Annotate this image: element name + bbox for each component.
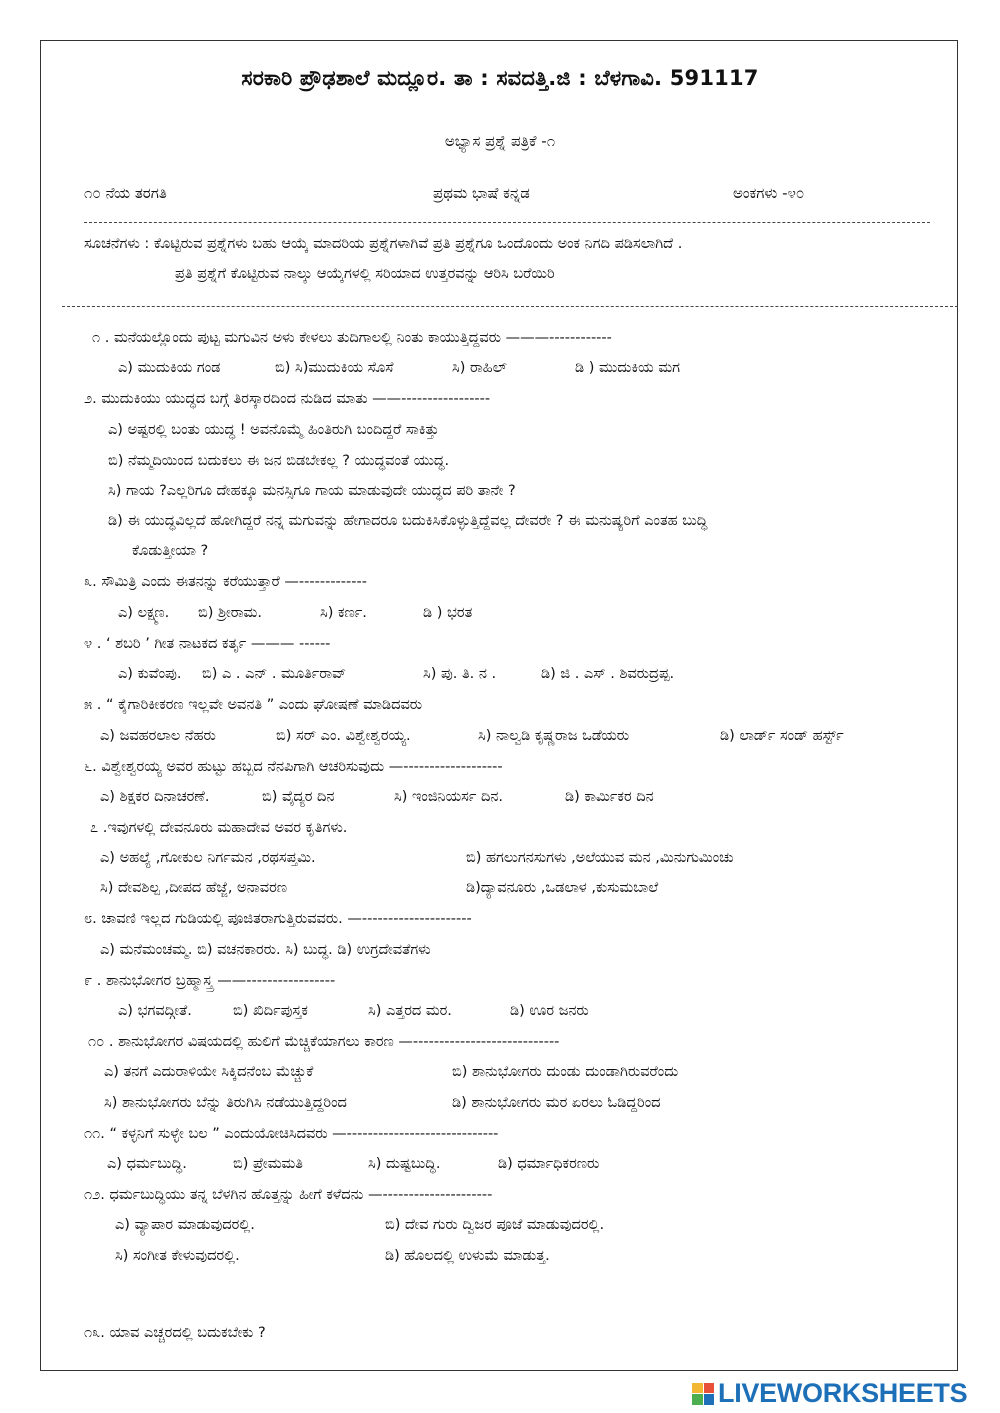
class-label: ೧೦ ನೆಯ ತರಗತಿ — [84, 184, 167, 202]
answer-option[interactable]: ಬಿ) ನೆಮ್ಮದಿಯಿಂದ ಬದುಕಲು ಈ ಜನ ಬಿಡಬೇಕಲ್ಲ ? ಯುದ್ಧವಂತೆ ಯುದ್ಧ. — [108, 453, 450, 469]
answer-option[interactable]: ಎ) ಅಷ್ಟರಲ್ಲಿ ಬಂತು ಯುದ್ಧ ! ಅವನೊಮ್ಮೆ ಹಿಂತಿರುಗಿ ಬಂದಿದ್ದರೆ ಸಾಕಿತ್ತು — [108, 422, 440, 438]
answer-option[interactable]: ಬಿ) ವೈದ್ಯರ ದಿನ — [262, 789, 335, 805]
question-7: ೭ .ಇವುಗಳಲ್ಲಿ ದೇವನೂರು ಮಹಾದೇವ ಅವರ ಕೃತಿಗಳು. — [90, 820, 348, 836]
question-9: ೯ . ಶಾನುಭೋಗರ ಬ್ರಹ್ಮಾಸ್ತ್ರ ——----------------- — [84, 973, 336, 989]
answer-option[interactable]: ಎ) ಲಕ್ಷ್ಮಣ. — [118, 605, 170, 621]
answer-option[interactable]: ಡಿ)ದ್ಯಾವನೂರು ,ಒಡಲಾಳ ,ಕುಸುಮಬಾಲೆ — [466, 880, 659, 896]
instructions-line-2: ಪ್ರತಿ ಪ್ರಶ್ನೆಗೆ ಕೊಟ್ಟಿರುವ ನಾಲ್ಕು ಆಯ್ಕೆಗಳಲ್ಲಿ ಸರಿಯಾದ ಉತ್ತರವನ್ನು ಆರಿಸಿ ಬರೆಯಿರಿ — [175, 266, 555, 282]
answer-option[interactable]: ಸಿ) ಸಂಗೀತ ಕೇಳುವುದರಲ್ಲಿ. — [115, 1248, 240, 1264]
answer-option[interactable]: ಸಿ) ಗಾಯ ?ಎಲ್ಲರಿಗೂ ದೇಹಕ್ಕೂ ಮನಸ್ಸಿಗೂ ಗಾಯ ಮಾಡುವುದೇ ಯುದ್ಧದ ಪರಿ ತಾನೇ ? — [108, 483, 516, 499]
instructions-line-1: ಸೂಚನೆಗಳು : ಕೊಟ್ಟಿರುವ ಪ್ರಶ್ನೆಗಳು ಬಹು ಆಯ್ಕೆ ಮಾದರಿಯ ಪ್ರಶ್ನೆಗಳಾಗಿವೆ ಪ್ರತಿ ಪ್ರಶ್ನೆಗೂ ಒಂದೊಂದು ಅಂಕ ನಿಗದಿ ಪಡಿಸಲಾಗಿದೆ . — [84, 236, 683, 252]
question-8: ೮. ಚಾವಣಿ ಇಲ್ಲದ ಗುಡಿಯಲ್ಲಿ ಪೂಜಿತರಾಗುತ್ತಿರುವವರು. —--------------------- — [84, 911, 472, 927]
school-title: ಸರಕಾರಿ ಪ್ರೌಢಶಾಲೆ ಮದ್ಲೂರ. ತಾ : ಸವದತ್ತಿ.ಜಿ : ಬೆಳಗಾವಿ. 591117 — [241, 66, 759, 90]
marks-label: ಅಂಕಗಳು -೪೦ — [733, 184, 805, 202]
answer-option[interactable]: ಎ) ಜವಹರಲಾಲ ನೆಹರು — [100, 728, 216, 744]
answer-option[interactable]: ಡಿ) ಲಾರ್ಡ್ ಸಂಡ್ ಹರ್ಸ್ಟ್ — [720, 728, 844, 744]
answer-option[interactable]: ಸಿ) ಇಂಜಿನಿಯರ್ಸ ದಿನ. — [394, 789, 504, 805]
answer-option[interactable]: ಸಿ) ದುಷ್ಟಬುದ್ಧಿ. — [368, 1156, 441, 1172]
subject-label: ಪ್ರಥಮ ಭಾಷೆ ಕನ್ನಡ — [433, 184, 530, 202]
answer-option-continued: ಕೊಡುತ್ತೀಯಾ ? — [132, 543, 209, 559]
answer-option[interactable]: ಬಿ) ಖಿರ್ದಿಪುಸ್ತಕ — [233, 1003, 308, 1019]
question-11: ೧೧. “ ಕಳ್ಳನಿಗೆ ಸುಳ್ಳೇ ಬಲ ” ಎಂದುಯೋಚಿಸಿದವರು —----------------------------- — [84, 1126, 499, 1142]
answer-option[interactable]: ಬಿ) ಎ . ಎನ್ . ಮೂರ್ತಿರಾವ್ — [202, 666, 347, 682]
question-2: ೨. ಮುದುಕಿಯು ಯುದ್ಧದ ಬಗ್ಗೆ ತಿರಸ್ಕಾರದಿಂದ ನುಡಿದ ಮಾತು ——----------------- — [84, 391, 491, 407]
answer-option[interactable]: ಸಿ) ಶಾನುಭೋಗರು ಬೆನ್ನು ತಿರುಗಿಸಿ ನಡೆಯುತ್ತಿದ್ದರಿಂದ — [104, 1095, 347, 1111]
question-3: ೩. ಸೌಮಿತ್ರಿ ಎಂದು ಈತನನ್ನು ಕರೆಯುತ್ತಾರೆ —------------- — [84, 574, 367, 590]
answer-option[interactable]: ಎ) ಭಗವದ್ಗೀತೆ. — [118, 1003, 192, 1019]
answer-option[interactable]: ಡಿ) ಶಾನುಭೋಗರು ಮರ ಏರಲು ಓಡಿದ್ದರಿಂದ — [452, 1095, 661, 1111]
question-5: ೫ . “ ಕೈಗಾರಿಕೀಕರಣ ಇಲ್ಲವೇ ಅವನತಿ ” ಎಂದು ಘೋಷಣೆ ಮಾಡಿದವರು — [84, 697, 423, 713]
answer-option[interactable]: ಡಿ) ಊರ ಜನರು — [510, 1003, 589, 1019]
answer-option[interactable]: ಸಿ) ಎತ್ತರದ ಮರ. — [368, 1003, 452, 1019]
answer-option[interactable]: ಎ) ಅಹಲ್ಯೆ ,ಗೋಕುಲ ನಿರ್ಗಮನ ,ರಥಸಪ್ತಮಿ. — [100, 850, 316, 866]
liveworksheets-logo-icon — [692, 1383, 714, 1405]
answer-option[interactable]: ಎ) ತನಗೆ ಎದುರಾಳಿಯೇ ಸಿಕ್ಕಿದನೆಂಬ ಮೆಚ್ಚುಕೆ — [104, 1064, 314, 1080]
answer-option[interactable]: ಡಿ) ಹೊಲದಲ್ಲಿ ಉಳುಮೆ ಮಾಡುತ್ತ. — [385, 1248, 550, 1264]
answer-option[interactable]: ಸಿ) ನಾಲ್ವಡಿ ಕೃಷ್ಣರಾಜ ಒಡೆಯರು — [478, 728, 630, 744]
watermark-text: LIVEWORKSHEETS — [718, 1378, 968, 1408]
answer-option[interactable]: ಡಿ) ಈ ಯುದ್ಧವಿಲ್ಲದೆ ಹೋಗಿದ್ದರೆ ನನ್ನ ಮಗುವನ್ನು ಹೇಗಾದರೂ ಬದುಕಿಸಿಕೊಳ್ಳುತ್ತಿದ್ದೆವಲ್ಲ ದೇವರೇ ? ಈ ಮನುಷ್ಯರಿಗೆ ಎಂತಹ ಬುದ್ಧಿ — [108, 513, 708, 529]
answer-option[interactable]: ಎ) ಧರ್ಮಬುದ್ಧಿ. — [107, 1156, 187, 1172]
answer-options-inline[interactable]: ಎ) ಮನೆಮಂಚಮ್ಮ. ಬಿ) ವಚನಕಾರರು. ಸಿ) ಬುದ್ಧ. ಡಿ) ಉಗ್ರದೇವತೆಗಳು — [100, 942, 431, 958]
answer-option[interactable]: ಎ) ವ್ಯಾಪಾರ ಮಾಡುವುದರಲ್ಲಿ. — [115, 1217, 255, 1233]
divider — [84, 222, 930, 223]
answer-option[interactable]: ಸಿ) ಕರ್ಣ. — [320, 605, 367, 621]
answer-option[interactable]: ಸಿ) ಪು. ತಿ. ನ . — [423, 666, 497, 682]
question-1: ೧ . ಮನೆಯಲ್ಲೊಂದು ಪುಟ್ಟ ಮಗುವಿನ ಅಳು ಕೇಳಲು ತುದಿಗಾಲಲ್ಲಿ ನಿಂತು ಕಾಯುತ್ತಿದ್ದವರು ———------------ — [92, 330, 612, 346]
answer-option[interactable]: ಬಿ) ಶಾನುಭೋಗರು ದುಂಡು ದುಂಡಾಗಿರುವರೆಂದು — [452, 1064, 679, 1080]
answer-option[interactable]: ಸಿ) ರಾಹಿಲ್ — [452, 360, 507, 376]
answer-option[interactable]: ಎ) ಕುವೆಂಪು. — [118, 666, 182, 682]
liveworksheets-watermark[interactable] — [692, 1378, 967, 1409]
question-13: ೧೩. ಯಾವ ಎಚ್ಚರದಲ್ಲಿ ಬದುಕಬೇಕು ? — [84, 1325, 266, 1341]
divider — [62, 306, 958, 307]
answer-option[interactable]: ಬಿ) ಪ್ರೇಮಮತಿ — [233, 1156, 303, 1172]
answer-option[interactable]: ಸಿ) ದೇವಶಿಲ್ಪ ,ದೀಪದ ಹೆಜ್ಜೆ, ಅನಾವರಣ — [100, 880, 288, 896]
question-4: ೪ . ‘ ಶಬರಿ ’ ಗೀತ ನಾಟಕದ ಕರ್ತೃ ——— ------ — [84, 636, 331, 652]
answer-option[interactable]: ಎ) ಶಿಕ್ಷಕರ ದಿನಾಚರಣೆ. — [100, 789, 210, 805]
answer-option[interactable]: ಬಿ) ಸರ್ ಎಂ. ವಿಶ್ವೇಶ್ವರಯ್ಯ. — [276, 728, 411, 744]
answer-option[interactable]: ಡಿ) ಜಿ . ಎಸ್ . ಶಿವರುದ್ರಪ್ಪ. — [541, 666, 675, 682]
answer-option[interactable]: ಡಿ ) ಮುದುಕಿಯ ಮಗ — [575, 360, 680, 376]
question-6: ೬. ವಿಶ್ವೇಶ್ವರಯ್ಯ ಅವರ ಹುಟ್ಟು ಹಬ್ಬದ ನೆನಪಿಗಾಗಿ ಆಚರಿಸುವುದು —------------------- — [84, 759, 503, 775]
answer-option[interactable]: ಡಿ) ಧರ್ಮಾಧಿಕರಣರು — [498, 1156, 600, 1172]
answer-option[interactable]: ಬಿ) ದೇವ ಗುರು ದ್ವಿಜರ ಪೂಜೆ ಮಾಡುವುದರಲ್ಲಿ. — [385, 1217, 605, 1233]
answer-option[interactable]: ಬಿ) ಶ್ರೀರಾಮ. — [198, 605, 262, 621]
answer-option[interactable]: ಬಿ) ಸಿ)ಮುದುಕಿಯ ಸೊಸೆ — [275, 360, 394, 376]
question-12: ೧೨. ಧರ್ಮಬುದ್ಧಿಯು ತನ್ನ ಬೆಳಗಿನ ಹೊತ್ತನ್ನು ಹೀಗೆ ಕಳೆದನು —--------------------- — [84, 1187, 493, 1203]
answer-option[interactable]: ಬಿ) ಹಗಲುಗನಸುಗಳು ,ಅಲೆಯುವ ಮನ ,ಮಿನುಗುಮಿಂಚು — [466, 850, 734, 866]
worksheet-subtitle: ಅಭ್ಯಾಸ ಪ್ರಶ್ನೆ ಪತ್ರಿಕೆ -೧ — [444, 132, 556, 150]
answer-option[interactable]: ಡಿ ) ಭರತ — [423, 605, 473, 621]
answer-option[interactable]: ಡಿ) ಕಾರ್ಮಿಕರ ದಿನ — [565, 789, 654, 805]
question-10: ೧೦ . ಶಾನುಭೋಗರ ವಿಷಯದಲ್ಲಿ ಹುಲಿಗೆ ಮೆಚ್ಚಿಕೆಯಾಗಲು ಕಾರಣ —---------------------------- — [88, 1034, 560, 1050]
answer-option[interactable]: ಎ) ಮುದುಕಿಯ ಗಂಡ — [118, 360, 221, 376]
